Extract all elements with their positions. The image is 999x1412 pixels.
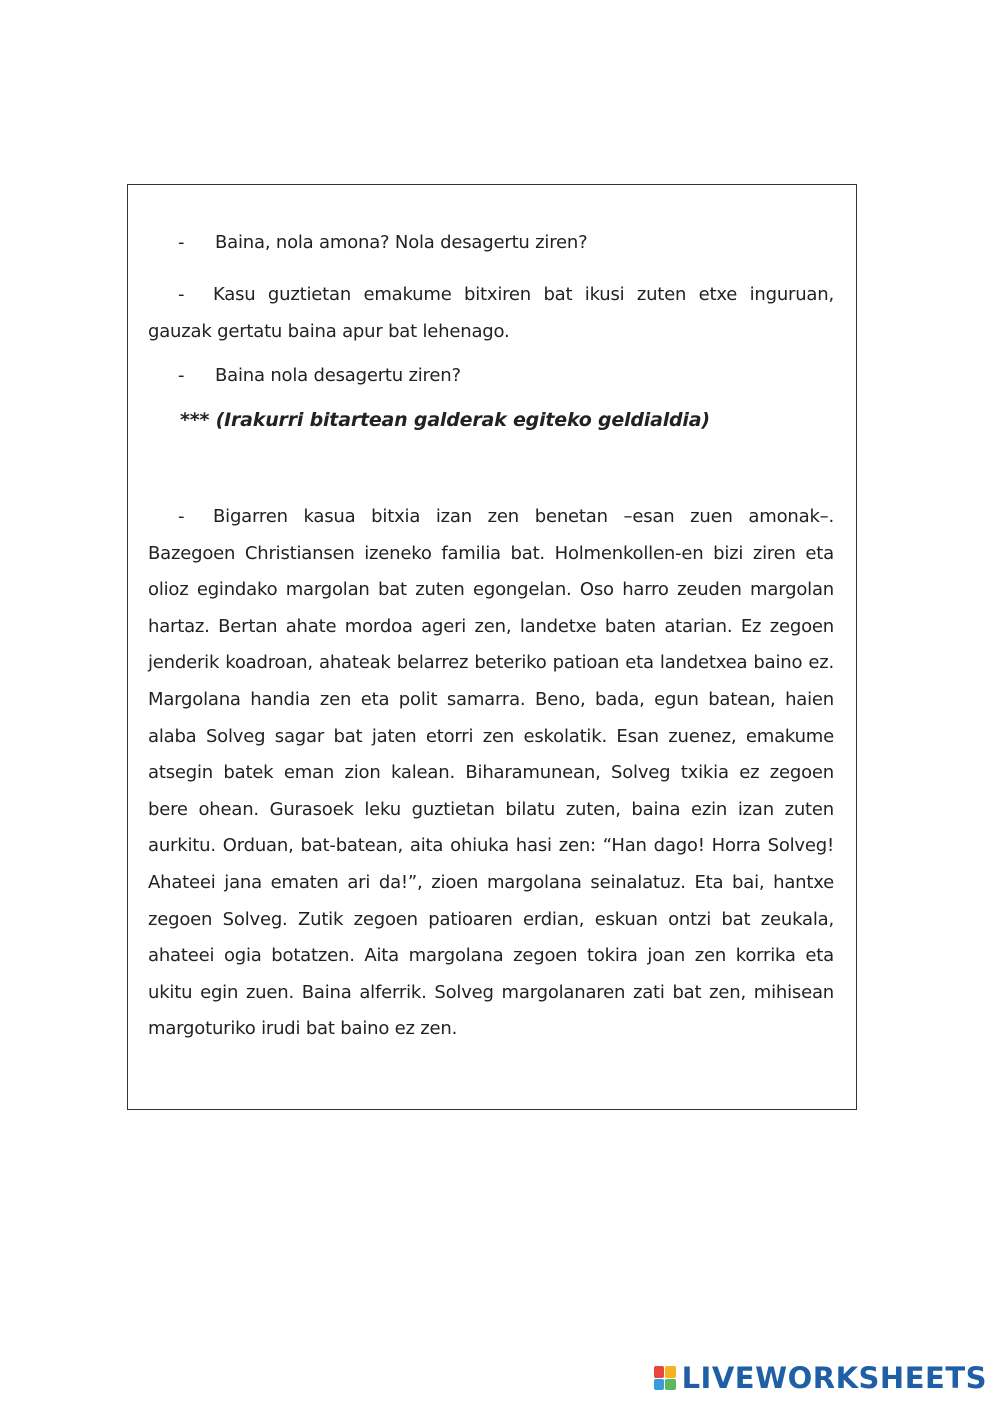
dialogue-text: Baina, nola amona? Nola desagertu ziren?: [215, 232, 588, 253]
text-box: [127, 184, 857, 1110]
story-text: Bigarren kasua bitxia izan zen benetan –esan zuen amonak–. Bazegoen Christiansen izeneko familia bat. Holmenkollen-en bizi ziren eta olioz egindako margolan bat zuten egongelan. Oso harro zeuden margolan hartaz. Bertan ahate mordoa ageri zen, landetxe baten atarian. Ez zegoen jenderik koadroan, ahateak belarrez beteriko patioan eta landetxea baino ez. Margolana handia zen eta polit samarra. Beno, bada, egun batean, haien alaba Solveg sagar bat jaten etorri zen eskolatik. Esan zuenez, emakume atsegin batek eman zion kalean. Biharamunean, Solveg txikia ez zegoen bere ohean. Gurasoek leku guztietan bilatu zuten, baina ezin izan zuten aurkitu. Orduan, bat-batean, aita ohiuka hasi zen: “Han dago! Horra Solveg! Ahateei jana ematen ari da!”, zioen margolana seinalatuz. Eta bai, hantxe zegoen Solveg. Zutik zegoen patioaren erdian, eskuan ontzi bat zeukala, ahateei ogia botatzen. Aita margolana zegoen tokira joan zen korrika eta ukitu egin zuen. Baina alferrik. Solveg margolanaren zati bat zen, mihisean margoturiko irudi bat baino ez zen.: [148, 506, 834, 1040]
logo-square-yellow: [665, 1366, 676, 1378]
dash-marker: -: [178, 506, 185, 527]
dialogue-line-1: [178, 231, 587, 255]
logo-square-blue: [654, 1379, 665, 1391]
dash-marker: -: [178, 284, 185, 305]
dialogue-line-2: [148, 277, 834, 350]
dialogue-text: Baina nola desagertu ziren?: [215, 365, 461, 386]
story-paragraph: [148, 499, 834, 1048]
dash-marker: -: [178, 232, 185, 253]
liveworksheets-logo-icon: [654, 1366, 676, 1390]
logo-square-red: [654, 1366, 665, 1378]
dialogue-text: Kasu guztietan emakume bitxiren bat ikusi zuten etxe inguruan, gauzak gertatu baina apur bat lehenago.: [148, 284, 834, 342]
reading-pause-note: *** (Irakurri bitartean galderak egiteko geldialdia): [180, 409, 710, 431]
dialogue-line-3: [178, 364, 461, 388]
brand-name: LIVEWORKSHEETS: [681, 1361, 987, 1395]
liveworksheets-footer[interactable]: [654, 1361, 987, 1395]
logo-square-green: [665, 1379, 676, 1391]
dash-marker: -: [178, 365, 185, 386]
